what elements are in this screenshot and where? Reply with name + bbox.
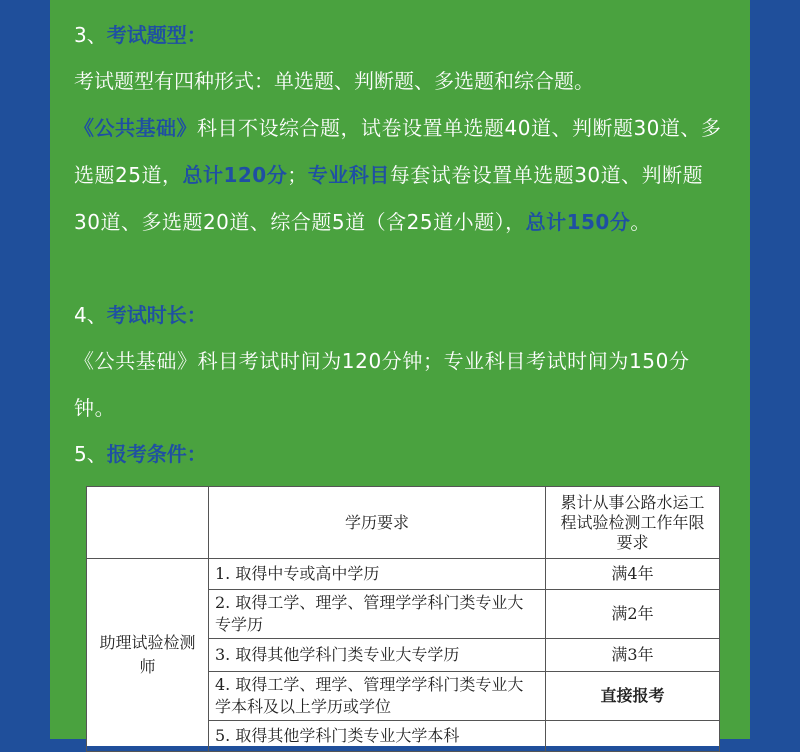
section-5-title: 报考条件： [106, 442, 207, 466]
years-cell: 直接报考 [546, 672, 720, 721]
edu-cell: 3. 取得其他学科门类专业大专学历 [209, 639, 546, 672]
years-cell: 满4年 [546, 559, 720, 590]
years-cell: 满3年 [546, 639, 720, 672]
header-empty-cell [87, 487, 209, 559]
highlighted-text: 专业科目 [307, 163, 390, 187]
edu-cell: 4. 取得工学、理学、管理学学科门类专业大学本科及以上学历或学位 [209, 672, 546, 721]
role-cell [87, 559, 209, 752]
section-3-heading [74, 12, 207, 59]
section-5-number: 5、 [74, 442, 107, 466]
years-cell [546, 721, 720, 752]
section-4-heading [74, 292, 207, 339]
highlighted-text: 总计120分 [182, 163, 288, 187]
edu-cell: 2. 取得工学、理学、管理学学科门类专业大专学历 [209, 590, 546, 639]
table-header-row [87, 487, 720, 559]
section-5-heading [74, 431, 207, 478]
section-3-details [74, 105, 724, 246]
section-4-number: 4、 [74, 303, 107, 327]
highlighted-text: 《公共基础》 [74, 116, 197, 140]
edu-cell: 5. 取得其他学科门类专业大学本科 [209, 721, 546, 752]
edu-cell: 1. 取得中专或高中学历 [209, 559, 546, 590]
paragraph-text: 科目不设综合题，试卷设置单选题40道、判断题30道、多选题25道， [74, 116, 722, 187]
paragraph-text: 。 [630, 210, 651, 234]
section-4-title: 考试时长： [106, 303, 207, 327]
section-3-number: 3、 [74, 23, 107, 47]
paragraph-text: 每套试卷设置单选题30道、判断题30道、多选题20道、综合题5道（含25道小题）， [74, 163, 704, 234]
paragraph-text: ； [287, 163, 308, 187]
role-label: 助理试验检测师 [99, 633, 196, 676]
section-3-intro: 考试题型有四种形式：单选题、判断题、多选题和综合题。 [74, 69, 594, 93]
requirements-table-container [86, 486, 719, 746]
highlighted-text: 总计150分 [525, 210, 631, 234]
section-4-text: 《公共基础》科目考试时间为120分钟；专业科目考试时间为150分钟。 [74, 349, 690, 420]
requirements-table [86, 486, 720, 752]
header-education: 学历要求 [209, 487, 546, 559]
years-cell: 满2年 [546, 590, 720, 639]
table-row [87, 559, 720, 590]
section-3-title: 考试题型： [106, 23, 207, 47]
header-years: 累计从事公路水运工程试验检测工作年限要求 [546, 487, 720, 559]
